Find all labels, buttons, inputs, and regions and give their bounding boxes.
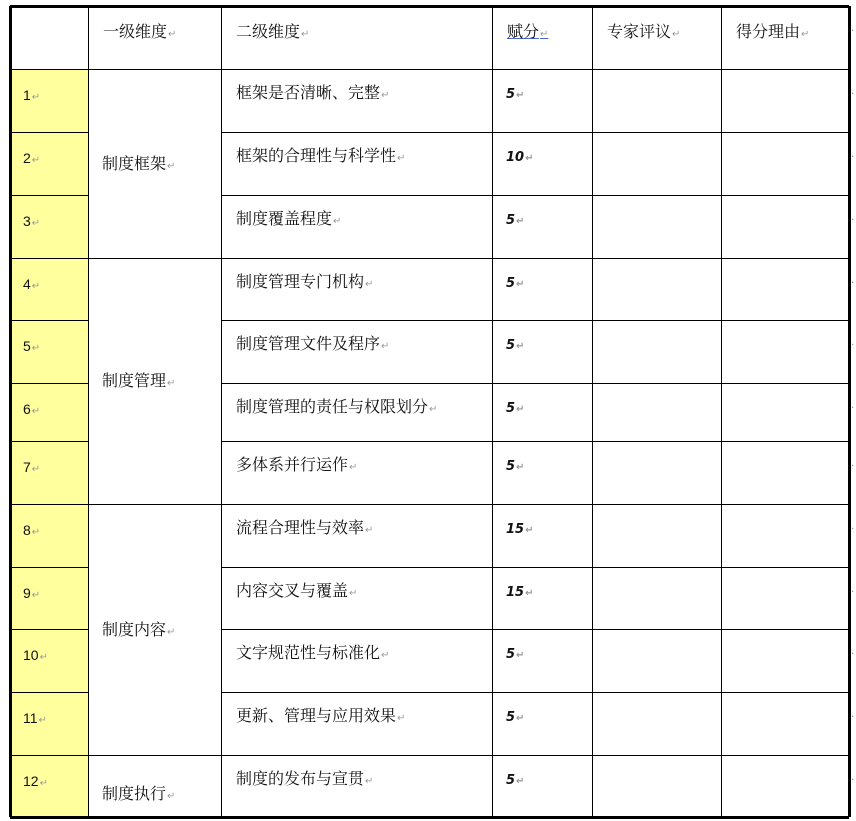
- row-number-cell: [10, 755, 88, 817]
- grid-hline: [10, 755, 849, 756]
- row-number: [23, 520, 40, 543]
- grid-hline: [10, 441, 88, 442]
- grid-vline: [592, 6, 593, 817]
- row-number: [23, 148, 40, 171]
- item-label: [236, 397, 437, 420]
- review-cell[interactable]: [592, 504, 721, 567]
- group-label-text: 制度管理: [102, 371, 167, 390]
- item-label: [236, 209, 341, 232]
- item-cell: [221, 755, 492, 817]
- header-level2-label: [236, 22, 309, 45]
- paragraph-mark: ↵: [516, 341, 525, 352]
- header-corner: [10, 6, 88, 69]
- reason-cell[interactable]: [721, 629, 849, 692]
- score-value: [506, 771, 524, 792]
- grid-hline: [221, 629, 849, 630]
- header-level1: [88, 6, 221, 69]
- score-value-text: 10: [506, 150, 525, 165]
- row-number: [23, 583, 40, 606]
- paragraph-mark: ↵: [39, 652, 48, 663]
- reason-cell[interactable]: [721, 320, 849, 383]
- score-value-text: 5: [506, 773, 516, 788]
- row-number-cell: [10, 441, 88, 504]
- reason-cell[interactable]: [721, 441, 849, 504]
- row-number-cell: [10, 692, 88, 755]
- row-number-text: 1: [23, 87, 31, 103]
- paragraph-mark: ↵: [525, 525, 534, 536]
- paragraph-mark: ↵: [31, 527, 41, 538]
- score-cell: [492, 692, 592, 755]
- grid-hline: [10, 629, 88, 630]
- row-number-cell: [10, 195, 88, 258]
- score-value: [506, 583, 533, 604]
- item-cell: [221, 441, 492, 504]
- item-cell: [221, 132, 492, 195]
- score-value: [506, 148, 533, 169]
- group-cell: [88, 504, 221, 755]
- item-label-text: 制度覆盖程度: [236, 209, 333, 228]
- score-cell: [492, 383, 592, 441]
- item-cell: [221, 258, 492, 320]
- paragraph-mark: ↵: [31, 343, 41, 354]
- reason-cell[interactable]: [721, 195, 849, 258]
- paragraph-mark: ↵: [31, 464, 41, 475]
- row-number: [23, 274, 40, 297]
- paragraph-mark: ↵: [397, 153, 406, 164]
- paragraph-mark: ↵: [31, 92, 41, 103]
- score-value: [506, 399, 524, 420]
- paragraph-mark: ↵: [168, 29, 177, 40]
- item-cell: [221, 69, 492, 132]
- score-value: [506, 274, 524, 295]
- paragraph-mark: ↵: [516, 650, 525, 661]
- item-label: [236, 706, 405, 729]
- grid-hline: [221, 383, 849, 384]
- paragraph-mark: ↵: [516, 216, 525, 227]
- paragraph-mark: ↵: [516, 776, 525, 787]
- score-value: [506, 336, 524, 357]
- row-number-text: 11: [23, 710, 38, 726]
- score-value-text: 5: [506, 459, 516, 474]
- row-number: [23, 399, 40, 422]
- group-label-text: 制度框架: [102, 153, 167, 173]
- grid-vline: [721, 6, 722, 817]
- review-cell[interactable]: [592, 132, 721, 195]
- row-number: [23, 336, 40, 359]
- grid-hline: [10, 132, 88, 133]
- row-number-text: 2: [23, 150, 31, 166]
- header-level2-label-text: 二级维度: [236, 22, 301, 41]
- item-label-text: 制度管理文件及程序: [236, 334, 381, 353]
- item-label-text: 制度的发布与宣贯: [236, 769, 365, 788]
- item-cell: [221, 383, 492, 441]
- item-label-text: 流程合理性与效率: [236, 518, 365, 537]
- row-number: [23, 85, 40, 108]
- reason-cell[interactable]: [721, 504, 849, 567]
- score-cell: [492, 567, 592, 629]
- header-reason: [721, 6, 849, 69]
- header-score-label: [507, 22, 548, 45]
- paragraph-mark: ↵: [167, 160, 176, 172]
- group-label-text: 制度内容: [102, 619, 167, 639]
- reason-cell[interactable]: [721, 132, 849, 195]
- grid-hline: [10, 258, 849, 259]
- row-end-mark: ·: [851, 340, 855, 351]
- group-label: [102, 371, 175, 394]
- score-value-text: 5: [506, 401, 516, 416]
- score-cell: [492, 755, 592, 817]
- grid-vline: [9, 6, 12, 817]
- group-label: [102, 784, 175, 807]
- row-number-cell: [10, 383, 88, 441]
- row-number-text: 5: [23, 338, 31, 354]
- row-number-text: 9: [23, 585, 31, 601]
- item-label: [236, 272, 373, 295]
- grid-vline: [88, 6, 89, 817]
- score-value-text: 5: [506, 213, 516, 228]
- row-number: [23, 211, 40, 234]
- paragraph-mark: ↵: [525, 153, 534, 164]
- row-end-mark: ·: [851, 26, 855, 37]
- row-number-text: 6: [23, 401, 31, 417]
- paragraph-mark: ↵: [381, 90, 390, 101]
- grid-hline: [221, 441, 849, 442]
- header-level1-label: [103, 22, 176, 45]
- row-number-cell: [10, 258, 88, 320]
- paragraph-mark: ↵: [167, 791, 176, 802]
- row-end-mark: ·: [851, 712, 855, 723]
- score-cell: [492, 629, 592, 692]
- header-score-label-text: 赋分: [507, 22, 540, 41]
- row-number-cell: [10, 504, 88, 567]
- item-cell: [221, 629, 492, 692]
- review-cell[interactable]: [592, 69, 721, 132]
- paragraph-mark: ↵: [516, 462, 525, 473]
- score-value: [506, 645, 524, 666]
- row-end-mark: ·: [851, 587, 855, 598]
- item-label: [236, 455, 357, 478]
- item-label-text: 更新、管理与应用效果: [236, 706, 397, 725]
- group-cell: [88, 755, 221, 817]
- row-end-mark: ·: [851, 152, 855, 163]
- reason-cell[interactable]: [721, 692, 849, 755]
- row-end-mark: ·: [851, 775, 855, 786]
- review-cell[interactable]: [592, 629, 721, 692]
- item-cell: [221, 320, 492, 383]
- paragraph-mark: ↵: [31, 218, 41, 229]
- score-value-text: 5: [506, 710, 516, 725]
- item-cell: [221, 692, 492, 755]
- header-review-label: [607, 22, 680, 45]
- score-value: [506, 520, 533, 541]
- score-cell: [492, 441, 592, 504]
- grid-hline: [10, 383, 88, 384]
- row-number-text: 3: [23, 213, 31, 229]
- score-value: [506, 85, 524, 106]
- row-number-cell: [10, 69, 88, 132]
- row-number: [23, 771, 48, 794]
- item-label: [236, 643, 389, 666]
- header-level1-label-text: 一级维度: [103, 22, 168, 41]
- grid-hline: [10, 320, 88, 321]
- row-end-mark: ·: [851, 278, 855, 289]
- paragraph-mark: ↵: [31, 590, 41, 601]
- group-label: [102, 620, 175, 643]
- header-reason-label-text: 得分理由: [736, 22, 801, 41]
- paragraph-mark: ↵: [349, 462, 358, 473]
- grid-vline: [221, 6, 222, 817]
- paragraph-mark: ↵: [365, 525, 374, 536]
- row-end-mark: ·: [851, 215, 855, 226]
- paragraph-mark: ↵: [516, 279, 525, 290]
- review-cell[interactable]: [592, 441, 721, 504]
- score-value-text: 5: [506, 276, 516, 291]
- row-number-text: 7: [23, 459, 31, 475]
- paragraph-mark: ↵: [381, 341, 390, 352]
- item-label-text: 框架是否清晰、完整: [236, 83, 381, 102]
- row-number-cell: [10, 567, 88, 629]
- row-number-text: 12: [23, 773, 39, 789]
- group-label: [102, 154, 175, 177]
- row-number: [23, 645, 48, 668]
- paragraph-mark: ↵: [167, 626, 176, 638]
- item-label-text: 制度管理专门机构: [236, 272, 365, 291]
- score-value: [506, 211, 524, 232]
- grid-hline: [221, 195, 849, 196]
- paragraph-mark: ↵: [801, 29, 810, 40]
- score-cell: [492, 69, 592, 132]
- score-value: [506, 708, 524, 729]
- item-label-text: 多体系并行运作: [236, 455, 349, 474]
- row-end-mark: ·: [851, 649, 855, 660]
- row-end-mark: ·: [851, 461, 855, 472]
- paragraph-mark: ↵: [38, 715, 47, 726]
- reason-cell[interactable]: [721, 755, 849, 817]
- score-value-text: 5: [506, 87, 516, 102]
- grid-hline: [221, 692, 849, 693]
- score-cell: [492, 195, 592, 258]
- review-cell[interactable]: [592, 195, 721, 258]
- paragraph-mark: ↵: [516, 90, 525, 101]
- row-number-text: 4: [23, 276, 31, 292]
- paragraph-mark: ↵: [349, 588, 358, 599]
- score-cell: [492, 132, 592, 195]
- header-reason-label: [736, 22, 809, 45]
- paragraph-mark: ↵: [39, 778, 48, 789]
- item-label-text: 文字规范性与标准化: [236, 643, 381, 662]
- reason-cell[interactable]: [721, 69, 849, 132]
- score-cell: [492, 320, 592, 383]
- score-value: [506, 457, 524, 478]
- item-label: [236, 83, 389, 106]
- row-number: [23, 708, 47, 731]
- row-number-cell: [10, 320, 88, 383]
- review-cell[interactable]: [592, 258, 721, 320]
- score-cell: [492, 258, 592, 320]
- paragraph-mark: ↵: [525, 588, 534, 599]
- grid-hline: [221, 567, 849, 568]
- grid-hline: [10, 195, 88, 196]
- paragraph-mark: ↵: [31, 155, 41, 166]
- item-cell: [221, 567, 492, 629]
- item-label: [236, 518, 373, 541]
- review-cell[interactable]: [592, 567, 721, 629]
- row-end-mark: ·: [851, 89, 855, 100]
- paragraph-mark: ↵: [31, 406, 41, 417]
- paragraph-mark: ↵: [301, 29, 310, 40]
- item-label: [236, 769, 373, 792]
- score-value-text: 5: [506, 647, 516, 662]
- paragraph-mark: ↵: [429, 404, 438, 415]
- item-label: [236, 146, 405, 169]
- grid-hline: [10, 504, 849, 505]
- item-label: [236, 581, 357, 604]
- header-review-label-text: 专家评议: [607, 22, 672, 41]
- paragraph-mark: ↵: [516, 713, 525, 724]
- paragraph-mark: ↵: [365, 776, 374, 787]
- item-label-text: 框架的合理性与科学性: [236, 146, 397, 165]
- paragraph-mark: ↵: [672, 29, 681, 40]
- group-cell: [88, 69, 221, 258]
- reason-cell[interactable]: [721, 258, 849, 320]
- grid-hline: [10, 816, 849, 819]
- paragraph-mark: ↵: [381, 650, 390, 661]
- reason-cell[interactable]: [721, 383, 849, 441]
- header-level2: [221, 6, 492, 69]
- score-value-text: 15: [506, 585, 525, 600]
- score-cell: [492, 504, 592, 567]
- group-cell: [88, 258, 221, 504]
- grid-hline: [10, 5, 849, 8]
- grid-hline: [10, 567, 88, 568]
- reason-cell[interactable]: [721, 567, 849, 629]
- item-label-text: 制度管理的责任与权限划分: [236, 397, 429, 416]
- paragraph-mark: ↵: [397, 713, 406, 724]
- row-number-text: 10: [23, 647, 39, 663]
- item-label: [236, 334, 389, 357]
- row-number: [23, 457, 40, 480]
- row-end-mark: ·: [851, 524, 855, 535]
- grid-hline: [10, 69, 849, 70]
- grid-hline: [221, 132, 849, 133]
- header-review: [592, 6, 721, 69]
- item-cell: [221, 195, 492, 258]
- paragraph-mark: ↵: [365, 279, 374, 290]
- row-number-cell: [10, 132, 88, 195]
- paragraph-mark: ↵: [540, 29, 549, 40]
- item-cell: [221, 504, 492, 567]
- row-end-mark: ·: [851, 403, 855, 414]
- grid-vline: [492, 6, 493, 817]
- paragraph-mark: ↵: [167, 378, 176, 389]
- score-value-text: 5: [506, 338, 516, 353]
- review-cell[interactable]: [592, 383, 721, 441]
- grid-hline: [221, 320, 849, 321]
- grid-hline: [10, 692, 88, 693]
- header-score: [492, 6, 592, 69]
- review-cell[interactable]: [592, 755, 721, 817]
- paragraph-mark: ↵: [516, 404, 525, 415]
- paragraph-mark: ↵: [333, 216, 342, 227]
- item-label-text: 内容交叉与覆盖: [236, 581, 349, 600]
- paragraph-mark: ↵: [31, 281, 41, 292]
- row-number-text: 8: [23, 522, 31, 538]
- group-label-text: 制度执行: [102, 784, 167, 803]
- review-cell[interactable]: [592, 320, 721, 383]
- row-number-cell: [10, 629, 88, 692]
- score-value-text: 15: [506, 522, 525, 537]
- review-cell[interactable]: [592, 692, 721, 755]
